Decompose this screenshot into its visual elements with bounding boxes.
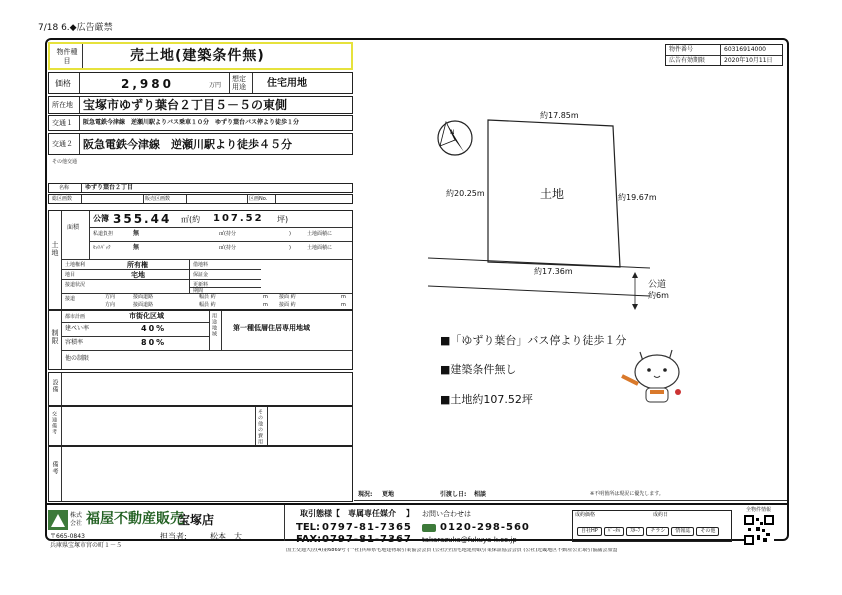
setback-label: ｾｯﾄﾊﾞｯｸ (93, 245, 111, 251)
map-road-width: 約6m (648, 291, 669, 300)
landcat-value: 宅地 (131, 271, 145, 279)
other-transport-label: その他交通 (52, 159, 78, 165)
zoning-label: 想定用途 (232, 75, 246, 91)
lot-map (420, 100, 680, 310)
badge-staff: ｽﾀｰﾌ (626, 527, 644, 536)
bcr-label: 建ぺい率 (65, 325, 90, 332)
address-row (48, 96, 353, 114)
width-unit-1: m (263, 294, 268, 300)
total-lots-label: 総区画数 (52, 196, 73, 202)
transport2-value: 阪急電鉄今津線 逆瀬川駅より徒歩４５分 (83, 138, 292, 151)
area-note-1: 土地面積に (307, 231, 333, 237)
map-top-dim: 約17.85m (540, 111, 579, 120)
map-left-dim: 約20.25m (446, 189, 485, 198)
map-right-dim: 約19.67m (618, 193, 657, 202)
cat-mascot (612, 344, 692, 406)
agent-name: 松本 大 (210, 532, 242, 541)
postal-code: 〒665-0843 (50, 533, 85, 540)
regulation-section-label: 制限 (51, 329, 59, 345)
share-label-2: ㎡(持分 (219, 245, 236, 251)
far-value: 80% (141, 338, 167, 347)
valid-until: 2020年10月11日 (724, 57, 773, 64)
land-section (48, 210, 353, 310)
facilities-row (48, 372, 353, 406)
property-no: 60316914000 (724, 46, 766, 53)
map-bottom-dim: 約17.36m (534, 267, 573, 276)
disclaimer: ※不明箇所は現況に優先します。 (590, 491, 664, 497)
company-name: 福屋不動産販売 (86, 511, 184, 527)
channel-badges (577, 527, 721, 536)
name-row (48, 183, 353, 193)
price-unit: 万円 (209, 82, 222, 89)
rights-label: 土地権利 (65, 262, 86, 268)
badge-magazine: 情報誌 (671, 527, 694, 536)
badge-hp: 自社HP (577, 527, 602, 536)
company-address: 兵庫県宝塚市宮の町１－５ (50, 542, 123, 549)
name-value: ゆずり葉台２丁目 (85, 184, 134, 191)
freedial-icon (422, 524, 436, 532)
map-lot-label: 土地 (540, 187, 565, 201)
license-close: 】 (406, 509, 414, 518)
badge-other: その他 (696, 527, 719, 536)
badge-flyer: チラシ (646, 527, 669, 536)
share-close-2: ) (289, 245, 291, 251)
notes-label: 備考 (51, 461, 58, 475)
period-label: 期間 (193, 288, 204, 294)
frontage-unit-2: m (341, 302, 346, 308)
title-box (48, 42, 353, 70)
width-label-1: 幅員 約 (199, 294, 216, 300)
tsubo-unit: 坪) (277, 215, 289, 224)
city-plan-value: 市街化区域 (129, 312, 164, 320)
valid-until-label: 広告有効期限 (669, 57, 706, 64)
area-sqm: 355.44 (113, 212, 172, 226)
compass-n-label: N (450, 129, 455, 136)
remarks-row (48, 406, 353, 446)
transport1-value: 阪急電鉄今津線 逆瀬川駅よりバス乗車１０分 ゆずり葉台バス停より徒歩１分 (83, 119, 300, 126)
handover-label: 引渡し日: (440, 491, 467, 498)
transport2-row (48, 133, 353, 155)
share-label-1: ㎡(持分 (219, 231, 236, 237)
current-status-label: 現況: (358, 491, 373, 498)
feature-2: ■建築条件無し (440, 363, 517, 376)
feature-3: ■土地約107.52坪 (440, 393, 533, 406)
zone-value: 第一種低層住居専用地域 (233, 324, 310, 332)
other-fees-label: その他の費用 (257, 409, 263, 445)
fax-number: 0797-81-7367 (322, 534, 412, 545)
frontage-unit-1: m (341, 294, 346, 300)
area-unit: ㎡(約 (181, 215, 201, 224)
lease-label: 借地料 (193, 262, 209, 268)
current-status-value: 更地 (382, 491, 395, 498)
zoning-value: 住宅用地 (267, 78, 307, 89)
tel-label: TEL: (296, 522, 321, 533)
share-close-1: ) (289, 231, 291, 237)
company-logo-icon (48, 510, 68, 530)
road-arrow-head-top (632, 272, 638, 278)
road-label: 接道 (65, 296, 76, 302)
facilities-label: 設備 (51, 379, 58, 393)
width-unit-2: m (263, 302, 268, 308)
contract-box (572, 510, 732, 542)
bcr-value: 40% (141, 324, 167, 333)
license-label: 取引態様【 (300, 509, 340, 518)
contract-date-label: 成約日 (653, 512, 669, 518)
address-label: 所在地 (52, 101, 73, 109)
other-restrictions-label: 他の制限 (65, 355, 90, 362)
price-value: 2,980 (121, 77, 174, 91)
fax-label: FAX: (296, 534, 322, 545)
direction-label-1: 方向 (105, 294, 116, 300)
area-label: 面積 (67, 224, 80, 231)
zone-label: 用途地域 (211, 313, 217, 337)
badge-portal: ﾊﾟｰﾀﾙ (604, 527, 625, 536)
page-title: 売土地(建築条件無) (130, 48, 265, 64)
feature-1: ■「ゆずり葉台」バス停より徒歩１分 (440, 334, 627, 347)
license-value: 専属専任媒介 (348, 509, 396, 518)
property-no-label: 物件番号 (669, 46, 694, 53)
contract-price-label: 成約価格 (575, 512, 596, 518)
setback-value: 無 (133, 244, 140, 251)
frontage-label-1: 接面 約 (279, 294, 296, 300)
branch-name: 宝塚店 (178, 513, 215, 527)
address-value: 宝塚市ゆずり葉台２丁目５－５の東側 (83, 98, 288, 112)
price-row (48, 72, 353, 94)
meta-box (665, 44, 783, 66)
area-note-2: 土地面積に (307, 245, 333, 251)
fine-print: 国土交通大臣(4)第6869号 (一社)兵庫県宅地建物取引業協会会員 (公社)全国宅地建物取引業保証協会会員 (公社)近畿地区不動産公正取引協議会加盟 (286, 548, 618, 553)
agent-label: 担当者: (160, 532, 187, 541)
lot-count-row (48, 194, 353, 204)
rights-value: 所有権 (127, 261, 148, 269)
transport1-label: 交通１ (52, 119, 73, 127)
notes-row (48, 446, 353, 502)
tel-number[interactable]: 0797-81-7365 (322, 522, 412, 533)
landcat-label: 地目 (65, 272, 76, 278)
road-status-label: 接道状況 (65, 282, 86, 288)
remarks-label: 交通備考 (51, 411, 57, 435)
email-address[interactable]: takarazuka@fukuya-k.co.jp (422, 536, 517, 544)
area-kind: 公簿 (93, 214, 109, 223)
private-road-value: 無 (133, 230, 140, 237)
qr-label: 全物件情報 (746, 507, 772, 513)
land-section-label: 土地 (51, 241, 59, 257)
road-type-label-2: 接面道路 (133, 302, 154, 308)
frontage-label-2: 接面 約 (279, 302, 296, 308)
private-road-label: 私道負担 (93, 231, 114, 237)
area-tsubo: 107.52 (213, 213, 264, 224)
regulation-section (48, 310, 353, 370)
direction-label-2: 方向 (105, 302, 116, 308)
freedial-number[interactable]: 0120-298-560 (440, 522, 530, 533)
transport2-label: 交通２ (52, 140, 73, 148)
far-label: 容積率 (65, 339, 84, 346)
title-label: 物件種目 (56, 48, 78, 65)
date-note: 7/18 6.◆広告厳禁 (38, 23, 113, 33)
name-label: 名称 (59, 185, 70, 191)
map-road-label: 公道 (648, 280, 667, 290)
contact-label: お問い合わせは (422, 510, 471, 518)
road-arrow-head-bottom (632, 304, 638, 310)
road-type-label-1: 接面道路 (133, 294, 154, 300)
deposit-label: 保証金 (193, 272, 209, 278)
renewal-label: 更新料 (193, 282, 209, 288)
handover-value: 相談 (474, 491, 487, 498)
price-label: 価格 (55, 79, 71, 88)
qr-code-icon[interactable] (744, 515, 774, 545)
road-edge-bottom (428, 286, 650, 296)
sale-lots-label: 販売区画数 (145, 196, 171, 202)
transport1-row (48, 115, 353, 131)
company-kind: 株式会社 (70, 512, 83, 527)
city-plan-label: 都市計画 (65, 314, 86, 320)
lot-no-label: 区画No. (249, 196, 268, 202)
width-label-2: 幅員 約 (199, 302, 216, 308)
